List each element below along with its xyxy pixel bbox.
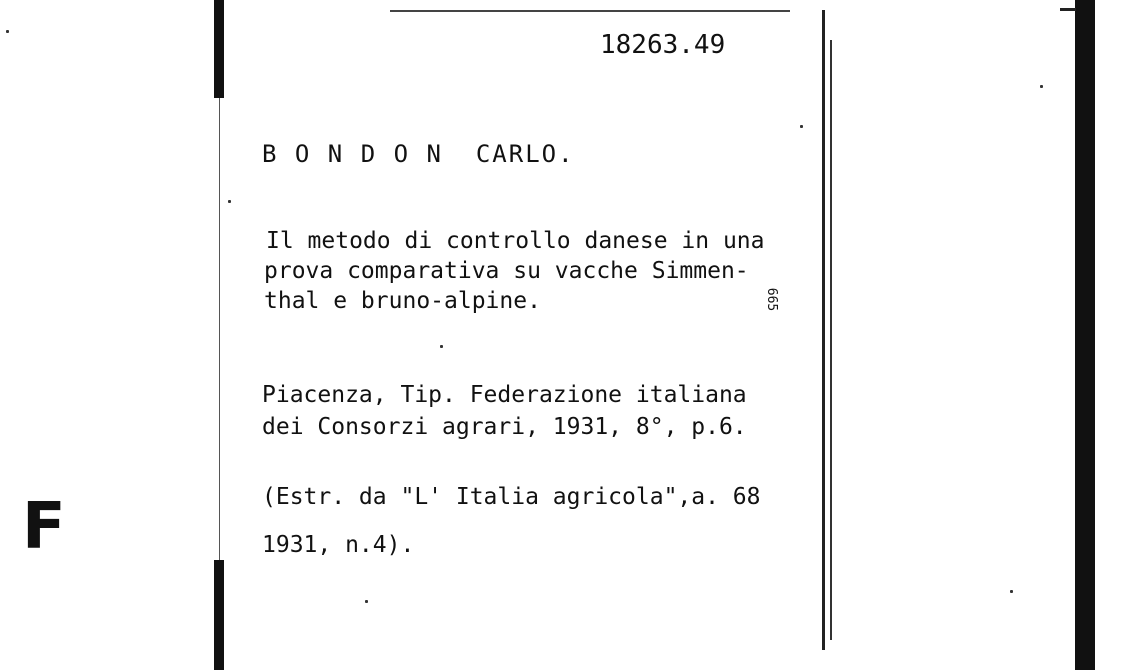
card-right-edge-shadow (830, 40, 832, 640)
margin-letter: F (22, 490, 66, 564)
card-right-edge (822, 10, 825, 650)
side-stamp-number: 665 (764, 287, 780, 312)
scan-speck (1010, 590, 1013, 593)
extract-note-line: 1931, n.4). (262, 532, 415, 558)
extract-note-line: (Estr. da "L' Italia agricola",a. 68 (262, 484, 761, 510)
scan-speck (6, 30, 9, 33)
publication-line: dei Consorzi agrari, 1931, 8°, p.6. (262, 414, 747, 440)
scan-speck (228, 200, 231, 203)
scan-border-tick (1060, 8, 1076, 11)
title-line: prova comparativa su vacche Simmen- (264, 258, 749, 284)
title-line: Il metodo di controllo danese in una (266, 228, 765, 254)
scan-border-right (1075, 0, 1095, 670)
scan-border-left-top (214, 0, 224, 98)
accession-number: 18263.49 (600, 30, 726, 60)
scan-speck (440, 345, 443, 348)
scan-speck (800, 125, 803, 128)
author-heading: B O N D O N CARLO. (262, 140, 575, 168)
scan-speck (1040, 85, 1043, 88)
card-left-edge (219, 98, 220, 560)
publication-line: Piacenza, Tip. Federazione italiana (262, 382, 747, 408)
scan-speck (365, 600, 368, 603)
title-line: thal e bruno-alpine. (264, 288, 541, 314)
scan-border-left-bottom (214, 560, 224, 670)
card-top-edge (390, 10, 790, 12)
